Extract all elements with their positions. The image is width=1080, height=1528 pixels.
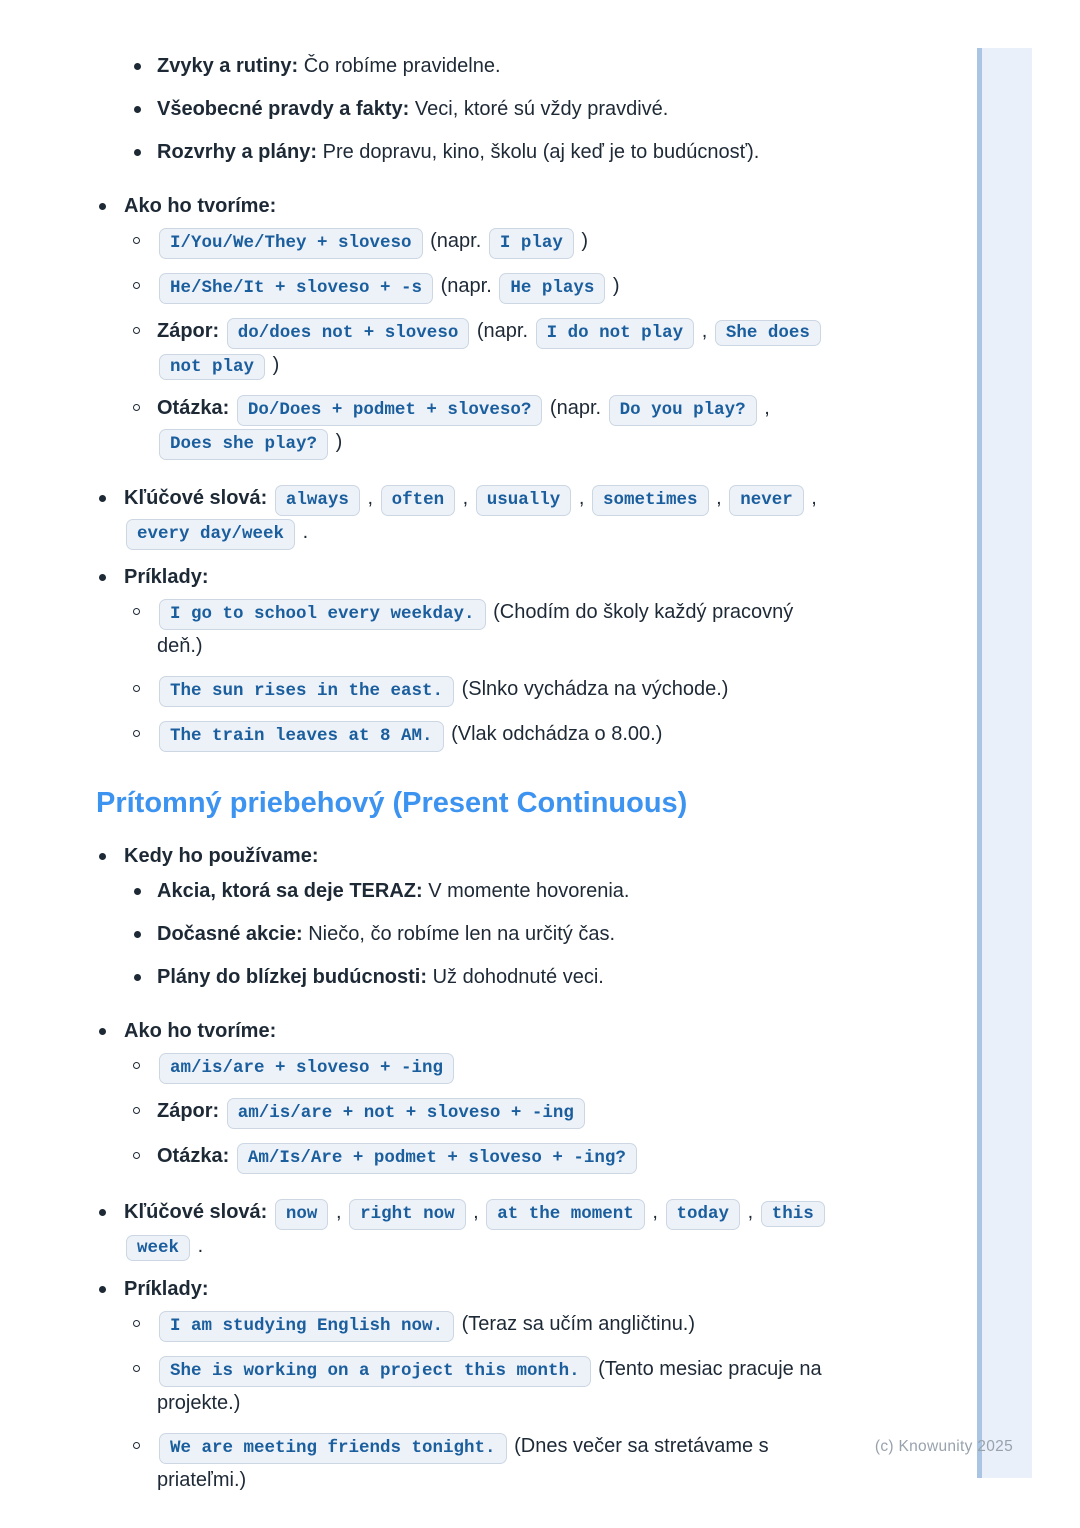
- code-chip: I go to school every weekday.: [159, 599, 486, 630]
- example-text: [157, 1435, 769, 1491]
- example-item: [96, 1430, 824, 1496]
- usage-item: [96, 875, 824, 907]
- bullet-icon: [134, 974, 141, 981]
- form-row: [96, 1050, 824, 1084]
- comma: ,: [473, 1201, 479, 1223]
- circle-bullet-icon: [133, 404, 140, 411]
- keyword-chip: every day/week: [126, 519, 295, 550]
- bullet-icon: [99, 1209, 106, 1216]
- comma: ,: [701, 320, 708, 342]
- bullet-icon: [134, 149, 141, 156]
- code-chip: Am/Is/Are + podmet + sloveso + -ing?: [237, 1143, 637, 1174]
- example-item: [96, 718, 824, 752]
- keyword-chip: this week: [126, 1201, 825, 1261]
- bullet-icon: [99, 203, 106, 210]
- usage-text: Všeobecné pravdy a fakty: Veci, ktoré sú vždy pravdivé.: [157, 98, 669, 120]
- keyword-chip: now: [275, 1199, 329, 1230]
- form-row-text: [157, 230, 588, 252]
- form-heading-item: [96, 1015, 824, 1047]
- form-row: [96, 225, 824, 259]
- example-text: [157, 723, 662, 745]
- comma: ,: [578, 487, 585, 509]
- translation: (Vlak odchádza o 8.00.): [451, 723, 663, 745]
- period: .: [302, 521, 309, 543]
- form-row-question: [96, 392, 824, 460]
- form-label: Zápor:: [157, 320, 220, 342]
- comma: ,: [335, 1201, 342, 1223]
- close-paren: ): [335, 431, 343, 453]
- example-text: [157, 1358, 822, 1414]
- circle-bullet-icon: [133, 327, 140, 334]
- form-label: Otázka:: [157, 1145, 230, 1167]
- watermark: (c) Knowunity 2025: [874, 1438, 1013, 1455]
- bullet-icon: [99, 574, 106, 581]
- usage-item: [96, 93, 824, 125]
- translation: (Tento mesiac pracuje na projekte.): [157, 1358, 822, 1414]
- comma: ,: [462, 487, 469, 509]
- keywords-text: [124, 487, 817, 543]
- code-chip: She does not play: [159, 320, 821, 380]
- keyword-chip: today: [666, 1199, 741, 1230]
- code-chip: I do not play: [536, 318, 695, 349]
- circle-bullet-icon: [133, 237, 140, 244]
- translation: (Teraz sa učím angličtinu.): [461, 1313, 696, 1335]
- form-row-text: [157, 1100, 587, 1122]
- keyword-chip: usually: [476, 485, 572, 516]
- form-heading: Ako ho tvoríme:: [124, 195, 277, 217]
- section-title: Prítomný priebehový (Present Continuous): [96, 787, 688, 819]
- circle-bullet-icon: [133, 1365, 140, 1372]
- form-row-text: [157, 1145, 639, 1167]
- bullet-icon: [134, 888, 141, 895]
- circle-bullet-icon: [133, 282, 140, 289]
- form-label: Otázka:: [157, 397, 230, 419]
- usage-text: Rozvrhy a plány: Pre dopravu, kino, školu (aj keď je to budúcnosť).: [157, 141, 760, 163]
- form-row-text: [157, 275, 620, 297]
- usage-label: Plány do blízkej budúcnosti:: [157, 966, 428, 988]
- example-text: [157, 678, 728, 700]
- usage-label: Všeobecné pravdy a fakty:: [157, 98, 410, 120]
- example-item: [96, 596, 824, 662]
- form-row-text: [157, 320, 823, 376]
- comma: ,: [367, 487, 374, 509]
- circle-bullet-icon: [133, 1442, 140, 1449]
- comma: ,: [811, 487, 817, 509]
- circle-bullet-icon: [133, 1062, 140, 1069]
- code-chip: The sun rises in the east.: [159, 676, 454, 707]
- keyword-chip: never: [729, 485, 804, 516]
- usage-text: Akcia, ktorá sa deje TERAZ: V momente hovorenia.: [157, 880, 630, 902]
- keyword-chip: sometimes: [592, 485, 709, 516]
- code-chip: am/is/are + sloveso + -ing: [159, 1053, 454, 1084]
- keywords-row: [96, 482, 824, 550]
- examples-heading-item: [96, 1273, 824, 1305]
- scrollbar[interactable]: [977, 48, 1032, 1478]
- period: .: [197, 1235, 204, 1257]
- example-intro: (napr.: [430, 230, 482, 252]
- close-paren: ): [612, 275, 620, 297]
- code-chip: He/She/It + sloveso + -s: [159, 273, 433, 304]
- circle-bullet-icon: [133, 1320, 140, 1327]
- document-body: [96, 50, 824, 1507]
- comma: ,: [716, 487, 722, 509]
- example-text: [157, 601, 793, 657]
- keyword-chip: often: [381, 485, 456, 516]
- usage-text: Dočasné akcie: Niečo, čo robíme len na určitý čas.: [157, 923, 615, 945]
- example-item: [96, 673, 824, 707]
- form-heading: Ako ho tvoríme:: [124, 1020, 277, 1042]
- code-chip: I am studying English now.: [159, 1311, 454, 1342]
- circle-bullet-icon: [133, 730, 140, 737]
- form-row-negative: [96, 1095, 824, 1129]
- circle-bullet-icon: [133, 1107, 140, 1114]
- keywords-row: [96, 1196, 824, 1262]
- usage-label: Akcia, ktorá sa deje TERAZ:: [157, 880, 423, 902]
- close-paren: ): [581, 230, 589, 252]
- bullet-icon: [134, 106, 141, 113]
- bullet-icon: [134, 931, 141, 938]
- usage-item: [96, 918, 824, 950]
- keywords-label: Kľúčové slová:: [124, 1201, 268, 1223]
- example-item: [96, 1308, 824, 1342]
- close-paren: ): [272, 354, 280, 376]
- bullet-icon: [99, 1286, 106, 1293]
- usage-heading: Kedy ho používame:: [124, 845, 319, 867]
- form-label: Zápor:: [157, 1100, 220, 1122]
- code-chip: We are meeting friends tonight.: [159, 1433, 507, 1464]
- code-chip: He plays: [499, 273, 605, 304]
- translation: (Dnes večer sa stretávame s priateľmi.): [157, 1435, 769, 1491]
- code-chip: Do/Does + podmet + sloveso?: [237, 395, 543, 426]
- examples-heading-item: [96, 561, 824, 593]
- circle-bullet-icon: [133, 1152, 140, 1159]
- examples-heading: Príklady:: [124, 566, 209, 588]
- usage-text: Plány do blízkej budúcnosti: Už dohodnuté veci.: [157, 966, 604, 988]
- example-intro: (napr.: [440, 275, 492, 297]
- bullet-icon: [99, 1028, 106, 1035]
- translation: (Chodím do školy každý pracovný deň.): [157, 601, 794, 657]
- examples-heading: Príklady:: [124, 1278, 209, 1300]
- keywords-label: Kľúčové slová:: [124, 487, 268, 509]
- form-row-text: [157, 1055, 456, 1077]
- usage-label: Dočasné akcie:: [157, 923, 303, 945]
- code-chip: I/You/We/They + sloveso: [159, 228, 423, 259]
- code-chip: am/is/are + not + sloveso + -ing: [227, 1098, 585, 1129]
- translation: (Slnko vychádza na východe.): [461, 678, 729, 700]
- usage-label: Zvyky a rutiny:: [157, 55, 299, 77]
- form-row-question: [96, 1140, 824, 1174]
- code-chip: Does she play?: [159, 429, 328, 460]
- keyword-chip: right now: [349, 1199, 466, 1230]
- bullet-icon: [99, 495, 106, 502]
- usage-heading-item: [96, 840, 824, 872]
- usage-item: [96, 50, 824, 82]
- form-row-negative: [96, 315, 824, 381]
- example-item: [96, 1353, 824, 1419]
- code-chip: The train leaves at 8 AM.: [159, 721, 444, 752]
- bullet-icon: [134, 63, 141, 70]
- comma: ,: [747, 1201, 754, 1223]
- form-row-text: [157, 397, 770, 453]
- circle-bullet-icon: [133, 608, 140, 615]
- code-chip: She is working on a project this month.: [159, 1356, 591, 1387]
- usage-text: Zvyky a rutiny: Čo robíme pravidelne.: [157, 55, 501, 77]
- keyword-chip: at the moment: [486, 1199, 645, 1230]
- comma: ,: [652, 1201, 658, 1223]
- example-intro: (napr.: [549, 397, 602, 419]
- code-chip: I play: [489, 228, 574, 259]
- bullet-icon: [99, 853, 106, 860]
- code-chip: Do you play?: [609, 395, 757, 426]
- circle-bullet-icon: [133, 685, 140, 692]
- comma: ,: [764, 397, 770, 419]
- form-row: [96, 270, 824, 304]
- example-text: [157, 1313, 695, 1335]
- usage-item: [96, 961, 824, 993]
- keyword-chip: always: [275, 485, 360, 516]
- example-intro: (napr.: [476, 320, 529, 342]
- usage-label: Rozvrhy a plány:: [157, 141, 318, 163]
- usage-item: [96, 136, 824, 168]
- code-chip: do/does not + sloveso: [227, 318, 470, 349]
- form-heading-item: [96, 190, 824, 222]
- keywords-text: [124, 1201, 827, 1257]
